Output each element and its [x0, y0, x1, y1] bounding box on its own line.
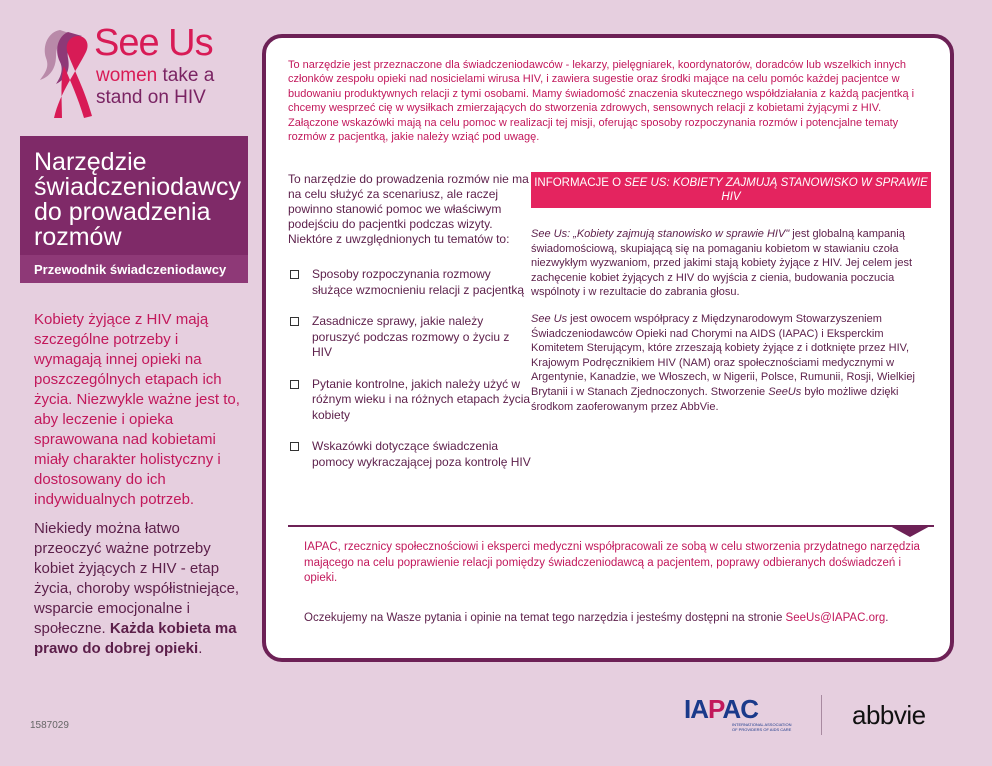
- logo-tagline-line-2: stand on HIV: [96, 87, 206, 108]
- info-banner-title: SEE US: KOBIETY ZAJMUJĄ STANOWISKO W SPRAWIE HIV: [624, 177, 928, 203]
- topics-intro: To narzędzie do prowadzenia rozmów nie ma na celu służyć za scenariusz, ale raczej powinno stanowić pomoc we właściwym podejściu do pacjentki podczas wizyty. Niektóre z uwzględnionych tu tematów to:: [288, 172, 529, 246]
- logo-take-a: take a: [157, 65, 215, 86]
- campaign-name-seeus: SeeUs: [768, 385, 802, 398]
- logo-title: See Us: [94, 22, 213, 64]
- topics-column: [288, 172, 532, 486]
- section-divider: [288, 525, 934, 527]
- info-paragraph-2-text: jest owocem współpracy z Międzynarodowym Stowarzyszeniem Świadczeniodawców Opieki nad Chorymi na AIDS (IAPAC) i Eksperckim Komitetem Sterującym, które zrzeszają kobiety żyjące z i dotknięte przez HIV, Krajowym Podręcznikiem HIV (NAM) oraz społecznościami medycznymi w Argentynie, Kanadzie, we Włoszech, w Nigerii, Polsce, Rumunii, Rosji, Wielkiej Brytanii i w Stanach Zjednoczonych. Stworzenie: [531, 312, 915, 398]
- iapac-wordmark-left: IA: [684, 694, 708, 724]
- list-item: [288, 377, 532, 424]
- sidebar-second-end: .: [198, 640, 203, 657]
- divider-triangle-icon: [888, 525, 932, 537]
- info-paragraph-1: [531, 227, 931, 300]
- info-banner: [531, 172, 931, 208]
- see-us-logo: [30, 22, 230, 122]
- list-item: [288, 267, 532, 298]
- checkbox-icon: [290, 442, 299, 451]
- document-number: 1587029: [30, 720, 69, 731]
- abbvie-logo: abbvie: [852, 700, 926, 730]
- sidebar-intro-paragraph: Kobiety żyjące z HIV mają szczególne potrzeby i wymagają innej opieki na poszczególnych etapach ich życia. Niezwykle ważne jest to, aby leczenie i opieka sprawowana nad kobietami miały charakter holistyczny i dostosowany do ich indywidualnych potrzeb.: [34, 311, 240, 508]
- iapac-logo: [684, 694, 796, 744]
- contact-paragraph: [304, 612, 924, 624]
- sidebar-emphasis: Każda kobieta ma prawo do dobrej opieki: [34, 620, 237, 657]
- collaboration-paragraph: IAPAC, rzecznicy społecznościowi i eksperci medyczni współpracowali ze sobą w celu stworzenia przydatnego narzędzia mającego na celu poprawienie relacji pomiędzy świadczeniodawcą a pacjentem, poprawy odbieranych doświadczeń i opieki.: [304, 541, 920, 584]
- topic-label: Wskazówki dotyczące świadczenia pomocy wykraczającej poza kontrolę HIV: [312, 439, 531, 469]
- contact-text: Oczekujemy na Wasze pytania i opinie na temat tego narzędzia i jesteśmy dostępni na stronie: [304, 612, 786, 624]
- sidebar-second-paragraph: [34, 519, 246, 659]
- topics-list: [288, 267, 532, 470]
- sidebar-second-text: Niekiedy można łatwo przeoczyć ważne potrzeby kobiet żyjących z HIV - etap życia, choroby współistniejące, wsparcie emocjonalne i społeczne.: [34, 520, 240, 637]
- info-paragraph-2: [531, 312, 931, 414]
- card-intro-paragraph: To narzędzie jest przeznaczone dla świadczeniodawców - lekarzy, pielęgniarek, koordynatorów, doradców lub wszelkich innych członków zespołu opieki nad nosicielami wirusa HIV, i zawiera sugestie oraz środki mające na celu pomóc każdej pacjentce w budowaniu produktywnych relacji z tymi osobami. Mamy świadomość znaczenia skutecznego współdziałania z każdą pacjentką i chcemy wesprzeć cię w wysiłkach zmierzających do stworzenia zdrowych, sensownych relacji z kobietami żyjącymi z HIV. Załączone wskazówki mają na celu pomoc w realizacji tej misji, oferując sposoby rozpoczynania rozmów i potencjalne tematy rozmów z pacjentką, jakie należy wziąć pod uwagę.: [288, 59, 915, 144]
- page-subtitle: Przewodnik świadczeniodawcy: [20, 255, 248, 283]
- iapac-wordmark-right: AC: [722, 694, 758, 724]
- logo-tagline-line-1: [96, 66, 214, 85]
- women-silhouette-ribbon-icon: [30, 22, 100, 122]
- iapac-wordmark: [684, 694, 758, 725]
- checkbox-icon: [290, 270, 299, 279]
- iapac-tagline: INTERNATIONAL ASSOCIATION OF PROVIDERS OF AIDS CARE: [732, 722, 792, 732]
- checkbox-icon: [290, 317, 299, 326]
- list-item: [288, 439, 532, 470]
- contact-end: .: [885, 612, 889, 624]
- list-item: [288, 314, 532, 361]
- info-banner-prefix: INFORMACJE O: [534, 177, 625, 189]
- page-title: Narzędzie świadczeniodawcy do prowadzenia rozmów: [34, 148, 242, 251]
- logo-women-word: women: [96, 65, 158, 86]
- topic-label: Zasadnicze sprawy, jakie należy poruszyć podczas rozmowy o życiu z HIV: [312, 314, 510, 359]
- campaign-name: See Us: „Kobiety zajmują stanowisko w sprawie HIV": [531, 228, 790, 240]
- logo-separator: [821, 695, 822, 735]
- title-band: [20, 136, 248, 283]
- iapac-wordmark-mid: P: [708, 694, 723, 724]
- info-body: [531, 227, 931, 426]
- campaign-name-short: See Us: [531, 312, 568, 325]
- content-card: [262, 34, 954, 662]
- topic-label: Pytanie kontrolne, jakich należy użyć w różnym wieku i na różnych etapach życia kobiety: [312, 376, 531, 422]
- checkbox-icon: [290, 380, 299, 389]
- info-paragraph-1-text: jest globalną kampanią świadomościową, skupiającą się na pomaganiu kobietom w stawianiu czoła niezwykłym wyzwaniom, przed jakimi stają kobiety żyjące z HIV. Jej celem jest zachęcenie kobiet żyjących z HIV do wyjścia z cienia, budowania poczucia wspólnoty i w rezultacie do zabrania głosu.: [531, 228, 913, 299]
- contact-email-link[interactable]: SeeUs@IAPAC.org: [785, 612, 886, 624]
- info-paragraph-2-end: było możliwe dzięki środkom zaoferowanym przez AbbVie.: [531, 385, 899, 413]
- topic-label: Sposoby rozpoczynania rozmowy służące wzmocnieniu relacji z pacjentką: [312, 267, 525, 297]
